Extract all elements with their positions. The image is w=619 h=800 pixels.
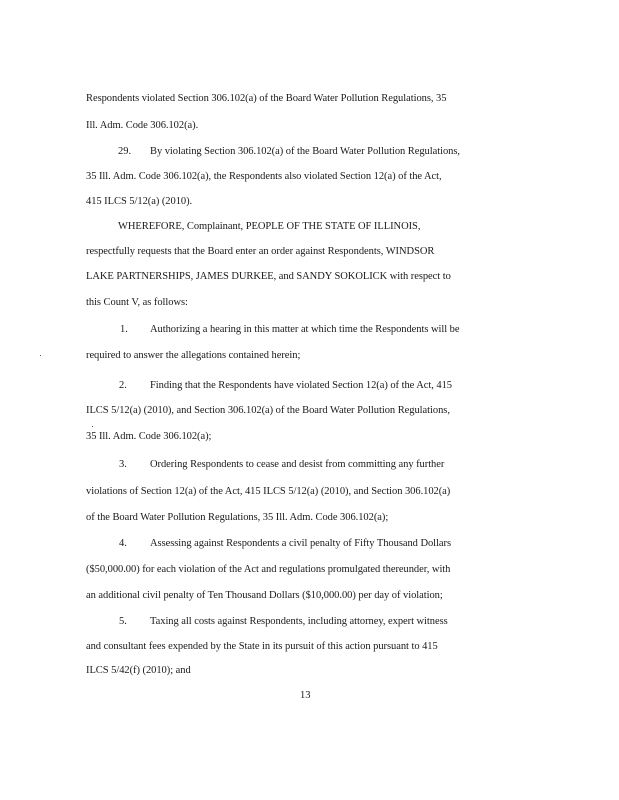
paragraph-29-line-2: 35 Ill. Adm. Code 306.102(a), the Respondents also violated Section 12(a) of the Act, (86, 171, 442, 182)
scan-speck (92, 426, 93, 427)
wherefore-line-3: LAKE PARTNERSHIPS, JAMES DURKEE, and SANDY SOKOLICK with respect to (86, 271, 451, 282)
item-4-line-3: an additional civil penalty of Ten Thousand Dollars ($10,000.00) per day of violation; (86, 590, 443, 601)
item-2-line-1: Finding that the Respondents have violated Section 12(a) of the Act, 415 (150, 380, 453, 391)
item-3-line-1: Ordering Respondents to cease and desist from committing any further (150, 459, 445, 470)
paragraph-29-line-3: 415 ILCS 5/12(a) (2010). (86, 196, 193, 207)
item-2-line-2: ILCS 5/12(a) (2010), and Section 306.102(a) of the Board Water Pollution Regulations, (86, 405, 450, 416)
wherefore-line-2: respectfully requests that the Board enter an order against Respondents, WINDSOR (86, 246, 435, 257)
item-1-line-1: Authorizing a hearing in this matter at which time the Respondents will be (150, 324, 460, 335)
item-number-4: 4. (119, 538, 127, 549)
item-number-5: 5. (119, 616, 127, 627)
wherefore-line-4: this Count V, as follows: (86, 297, 188, 308)
scan-speck (40, 355, 41, 356)
item-number-1: 1. (120, 324, 128, 335)
item-1-line-2: required to answer the allegations contained herein; (86, 350, 301, 361)
paragraph-29-line-1: By violating Section 306.102(a) of the Board Water Pollution Regulations, (150, 146, 460, 157)
wherefore-line-1: WHEREFORE, Complainant, PEOPLE OF THE STATE OF ILLINOIS, (118, 221, 421, 232)
item-5-line-1: Taxing all costs against Respondents, including attorney, expert witness (150, 616, 448, 627)
item-4-line-2: ($50,000.00) for each violation of the Act and regulations promulgated thereunder, with (86, 564, 451, 575)
item-number-2: 2. (119, 380, 127, 391)
paragraph-continuation-line-2: Ill. Adm. Code 306.102(a). (86, 120, 199, 131)
item-5-line-2: and consultant fees expended by the State in its pursuit of this action pursuant to 415 (86, 641, 438, 652)
item-5-line-3: ILCS 5/42(f) (2010); and (86, 665, 191, 676)
paragraph-number-29: 29. (118, 146, 132, 157)
paragraph-continuation-line-1: Respondents violated Section 306.102(a) of the Board Water Pollution Regulations, 35 (86, 93, 447, 104)
page-number: 13 (300, 690, 311, 701)
item-number-3: 3. (119, 459, 127, 470)
item-2-line-3: 35 Ill. Adm. Code 306.102(a); (86, 431, 212, 442)
item-4-line-1: Assessing against Respondents a civil penalty of Fifty Thousand Dollars (150, 538, 452, 549)
item-3-line-3: of the Board Water Pollution Regulations, 35 Ill. Adm. Code 306.102(a); (86, 512, 389, 523)
item-3-line-2: violations of Section 12(a) of the Act, 415 ILCS 5/12(a) (2010), and Section 306.102(a) (86, 486, 451, 497)
